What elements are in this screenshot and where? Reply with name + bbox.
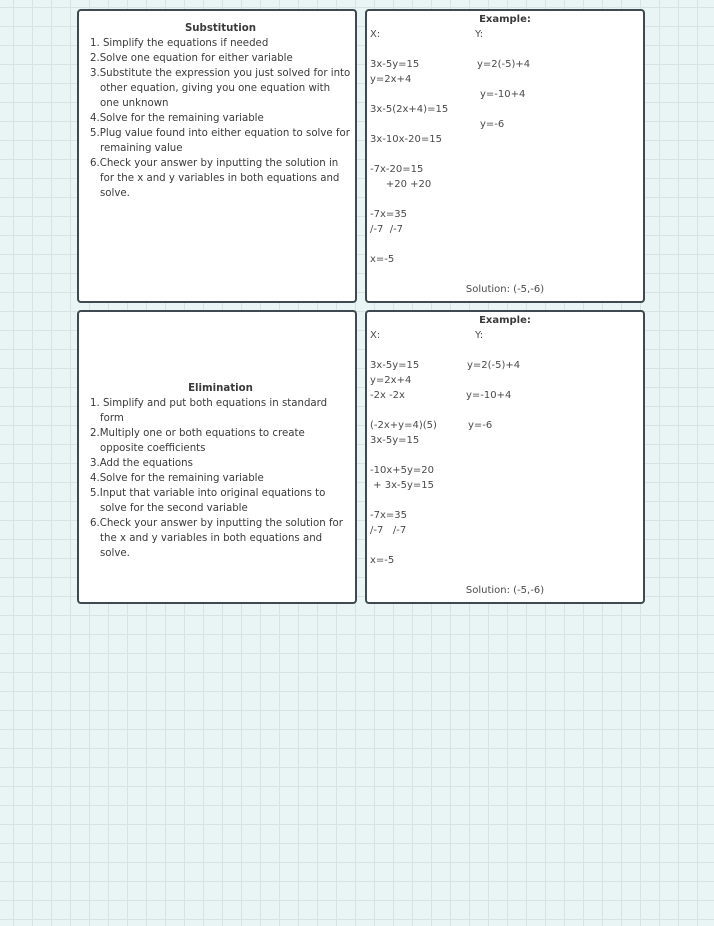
x-step: 3x-10x-20=15 xyxy=(370,134,442,145)
x-step: /-7 /-7 xyxy=(370,224,404,235)
substitution-steps-card xyxy=(77,9,357,303)
step: 5.Plug value found into either equation to solve for remaining value xyxy=(90,128,350,154)
x-step: -2x -2x xyxy=(370,390,405,401)
x-step: -7x=35 xyxy=(370,209,407,220)
x-step: x=-5 xyxy=(370,555,395,566)
x-step: +20 +20 xyxy=(370,179,432,190)
step: 3.Add the equations xyxy=(90,458,193,469)
step: 5.Input that variable into original equations to solve for the second variable xyxy=(90,488,326,514)
x-step: 3x-5y=15 xyxy=(370,435,420,446)
example-heading: Example: xyxy=(479,315,531,326)
y-label: Y: xyxy=(475,330,484,341)
solution: Solution: (-5,-6) xyxy=(465,585,545,596)
x-step: 3x-5y=15 xyxy=(370,59,420,70)
x-step: x=-5 xyxy=(370,254,395,265)
elimination-example-card xyxy=(365,310,645,604)
y-step: y=-6 xyxy=(468,420,493,431)
x-step: 3x-5y=15 xyxy=(370,360,420,371)
step: 1. Simplify the equations if needed xyxy=(90,38,269,49)
step: 6.Check your answer by inputting the solution for the x and y variables in both equations and solve. xyxy=(90,518,343,559)
step: 2.Multiply one or both equations to create opposite coefficients xyxy=(90,428,305,454)
step: 4.Solve for the remaining variable xyxy=(90,473,264,484)
elimination-title: Elimination xyxy=(188,383,253,394)
x-step: -7x=35 xyxy=(370,510,407,521)
example-heading: Example: xyxy=(479,14,531,25)
y-step: y=-6 xyxy=(480,119,505,130)
x-label: X: xyxy=(370,29,381,40)
x-step: 3x-5(2x+4)=15 xyxy=(370,104,449,115)
y-step: y=-10+4 xyxy=(480,89,526,100)
x-step: y=2x+4 xyxy=(370,375,412,386)
x-step: (-2x+y=4)(5) xyxy=(370,420,437,431)
y-step: y=-10+4 xyxy=(466,390,512,401)
x-step: y=2x+4 xyxy=(370,74,412,85)
step: 4.Solve for the remaining variable xyxy=(90,113,264,124)
y-step: y=2(-5)+4 xyxy=(467,360,521,371)
y-label: Y: xyxy=(475,29,484,40)
x-step: /-7 /-7 xyxy=(370,525,407,536)
x-step: -7x-20=15 xyxy=(370,164,424,175)
x-step: + 3x-5y=15 xyxy=(370,480,435,491)
x-step: -10x+5y=20 xyxy=(370,465,435,476)
substitution-title: Substitution xyxy=(184,23,257,34)
step: 1. Simplify and put both equations in standard form xyxy=(90,398,328,424)
substitution-example-card xyxy=(365,9,645,303)
elimination-steps-card xyxy=(77,310,357,604)
y-step: y=2(-5)+4 xyxy=(477,59,531,70)
step: 6.Check your answer by inputting the solution in for the x and y variables in both equations and solve. xyxy=(90,158,340,199)
step: 3.Substitute the expression you just solved for into other equation, giving you one equation with one unknown xyxy=(90,68,351,109)
x-label: X: xyxy=(370,330,381,341)
solution: Solution: (-5,-6) xyxy=(465,284,545,295)
step: 2.Solve one equation for either variable xyxy=(90,53,293,64)
